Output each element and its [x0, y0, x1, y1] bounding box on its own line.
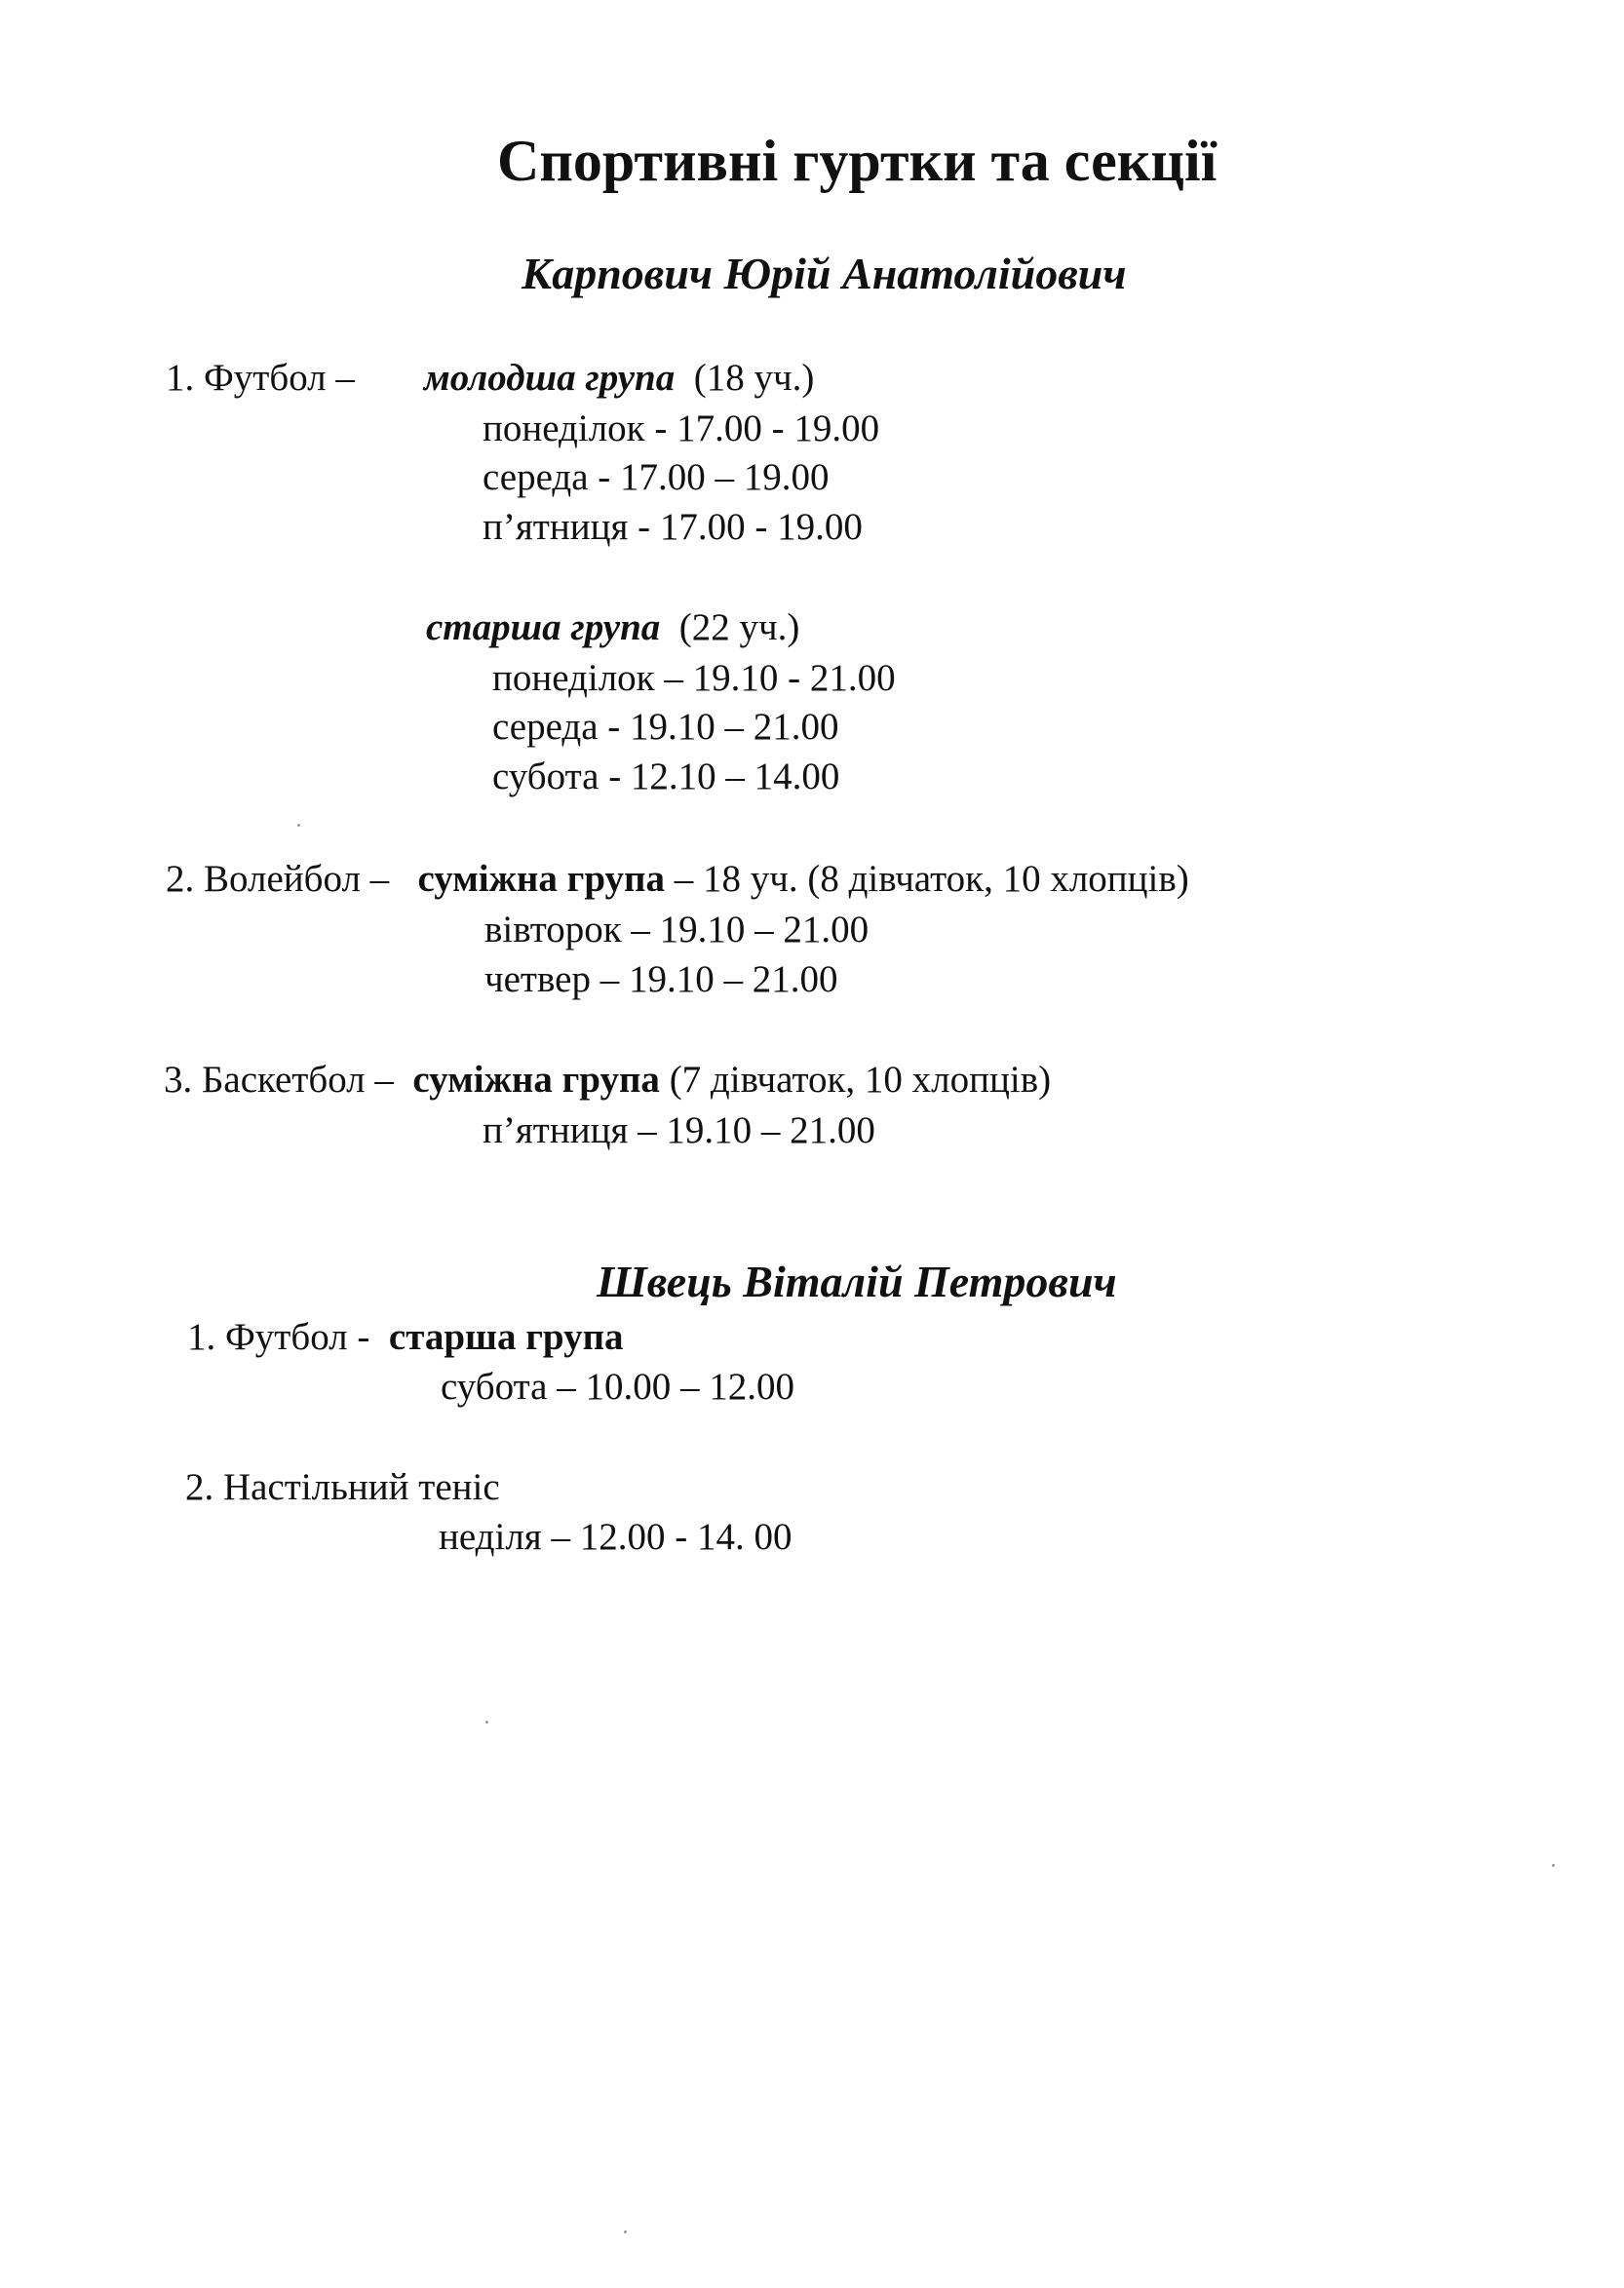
schedule-line: п’ятниця – 19.10 – 21.00 — [483, 1109, 875, 1151]
schedule-line: субота – 10.00 – 12.00 — [441, 1366, 794, 1408]
scan-speck — [485, 1721, 488, 1724]
schedule-line: понеділок - 17.00 - 19.00 — [483, 407, 880, 449]
scan-speck — [297, 824, 300, 827]
schedule-line: неділя – 12.00 - 14. 00 — [439, 1516, 793, 1558]
section-football — [187, 1318, 624, 1356]
section-basketball — [164, 1061, 1051, 1099]
group-senior — [426, 608, 799, 646]
group-name: старша група — [426, 606, 661, 648]
section-tennis — [185, 1468, 500, 1506]
schedule-line: середа - 19.10 – 21.00 — [492, 706, 839, 748]
page-title: Спортивні гуртки та секції — [497, 129, 1218, 193]
schedule-line: четвер – 19.10 – 21.00 — [484, 958, 838, 1000]
schedule-line: понеділок – 19.10 - 21.00 — [492, 657, 896, 699]
schedule-line: субота - 12.10 – 14.00 — [492, 756, 840, 797]
group-count: (18 уч.) — [693, 357, 815, 399]
group-name: молодша група — [424, 357, 676, 399]
scan-speck — [624, 2230, 627, 2233]
section-label: 1. Футбол – — [166, 357, 355, 399]
group-name: старша група — [388, 1316, 624, 1358]
section-label: 1. Футбол - — [187, 1316, 370, 1358]
coach-name: Карпович Юрій Анатолійович — [522, 249, 1127, 298]
coach-name: Швець Віталій Петрович — [597, 1257, 1117, 1306]
section-label: 3. Баскетбол – — [164, 1059, 394, 1101]
schedule-line: вівторок – 19.10 – 21.00 — [484, 909, 870, 950]
group-name: суміжна група — [417, 858, 665, 900]
schedule-line: середа - 17.00 – 19.00 — [483, 456, 830, 498]
section-volleyball — [166, 860, 1189, 898]
group-name: суміжна група — [412, 1059, 660, 1101]
section-label: 2. Настільний теніс — [185, 1466, 500, 1508]
scan-speck — [1552, 1864, 1555, 1867]
group-details: (7 дівчаток, 10 хлопців) — [669, 1059, 1052, 1101]
section-football — [166, 359, 355, 397]
group-details: – 18 уч. (8 дівчаток, 10 хлопців) — [674, 858, 1189, 900]
group-count: (22 уч.) — [678, 606, 800, 648]
schedule-line: п’ятниця - 17.00 - 19.00 — [483, 506, 863, 548]
section-label: 2. Волейбол – — [166, 858, 390, 900]
group-junior — [424, 359, 814, 397]
